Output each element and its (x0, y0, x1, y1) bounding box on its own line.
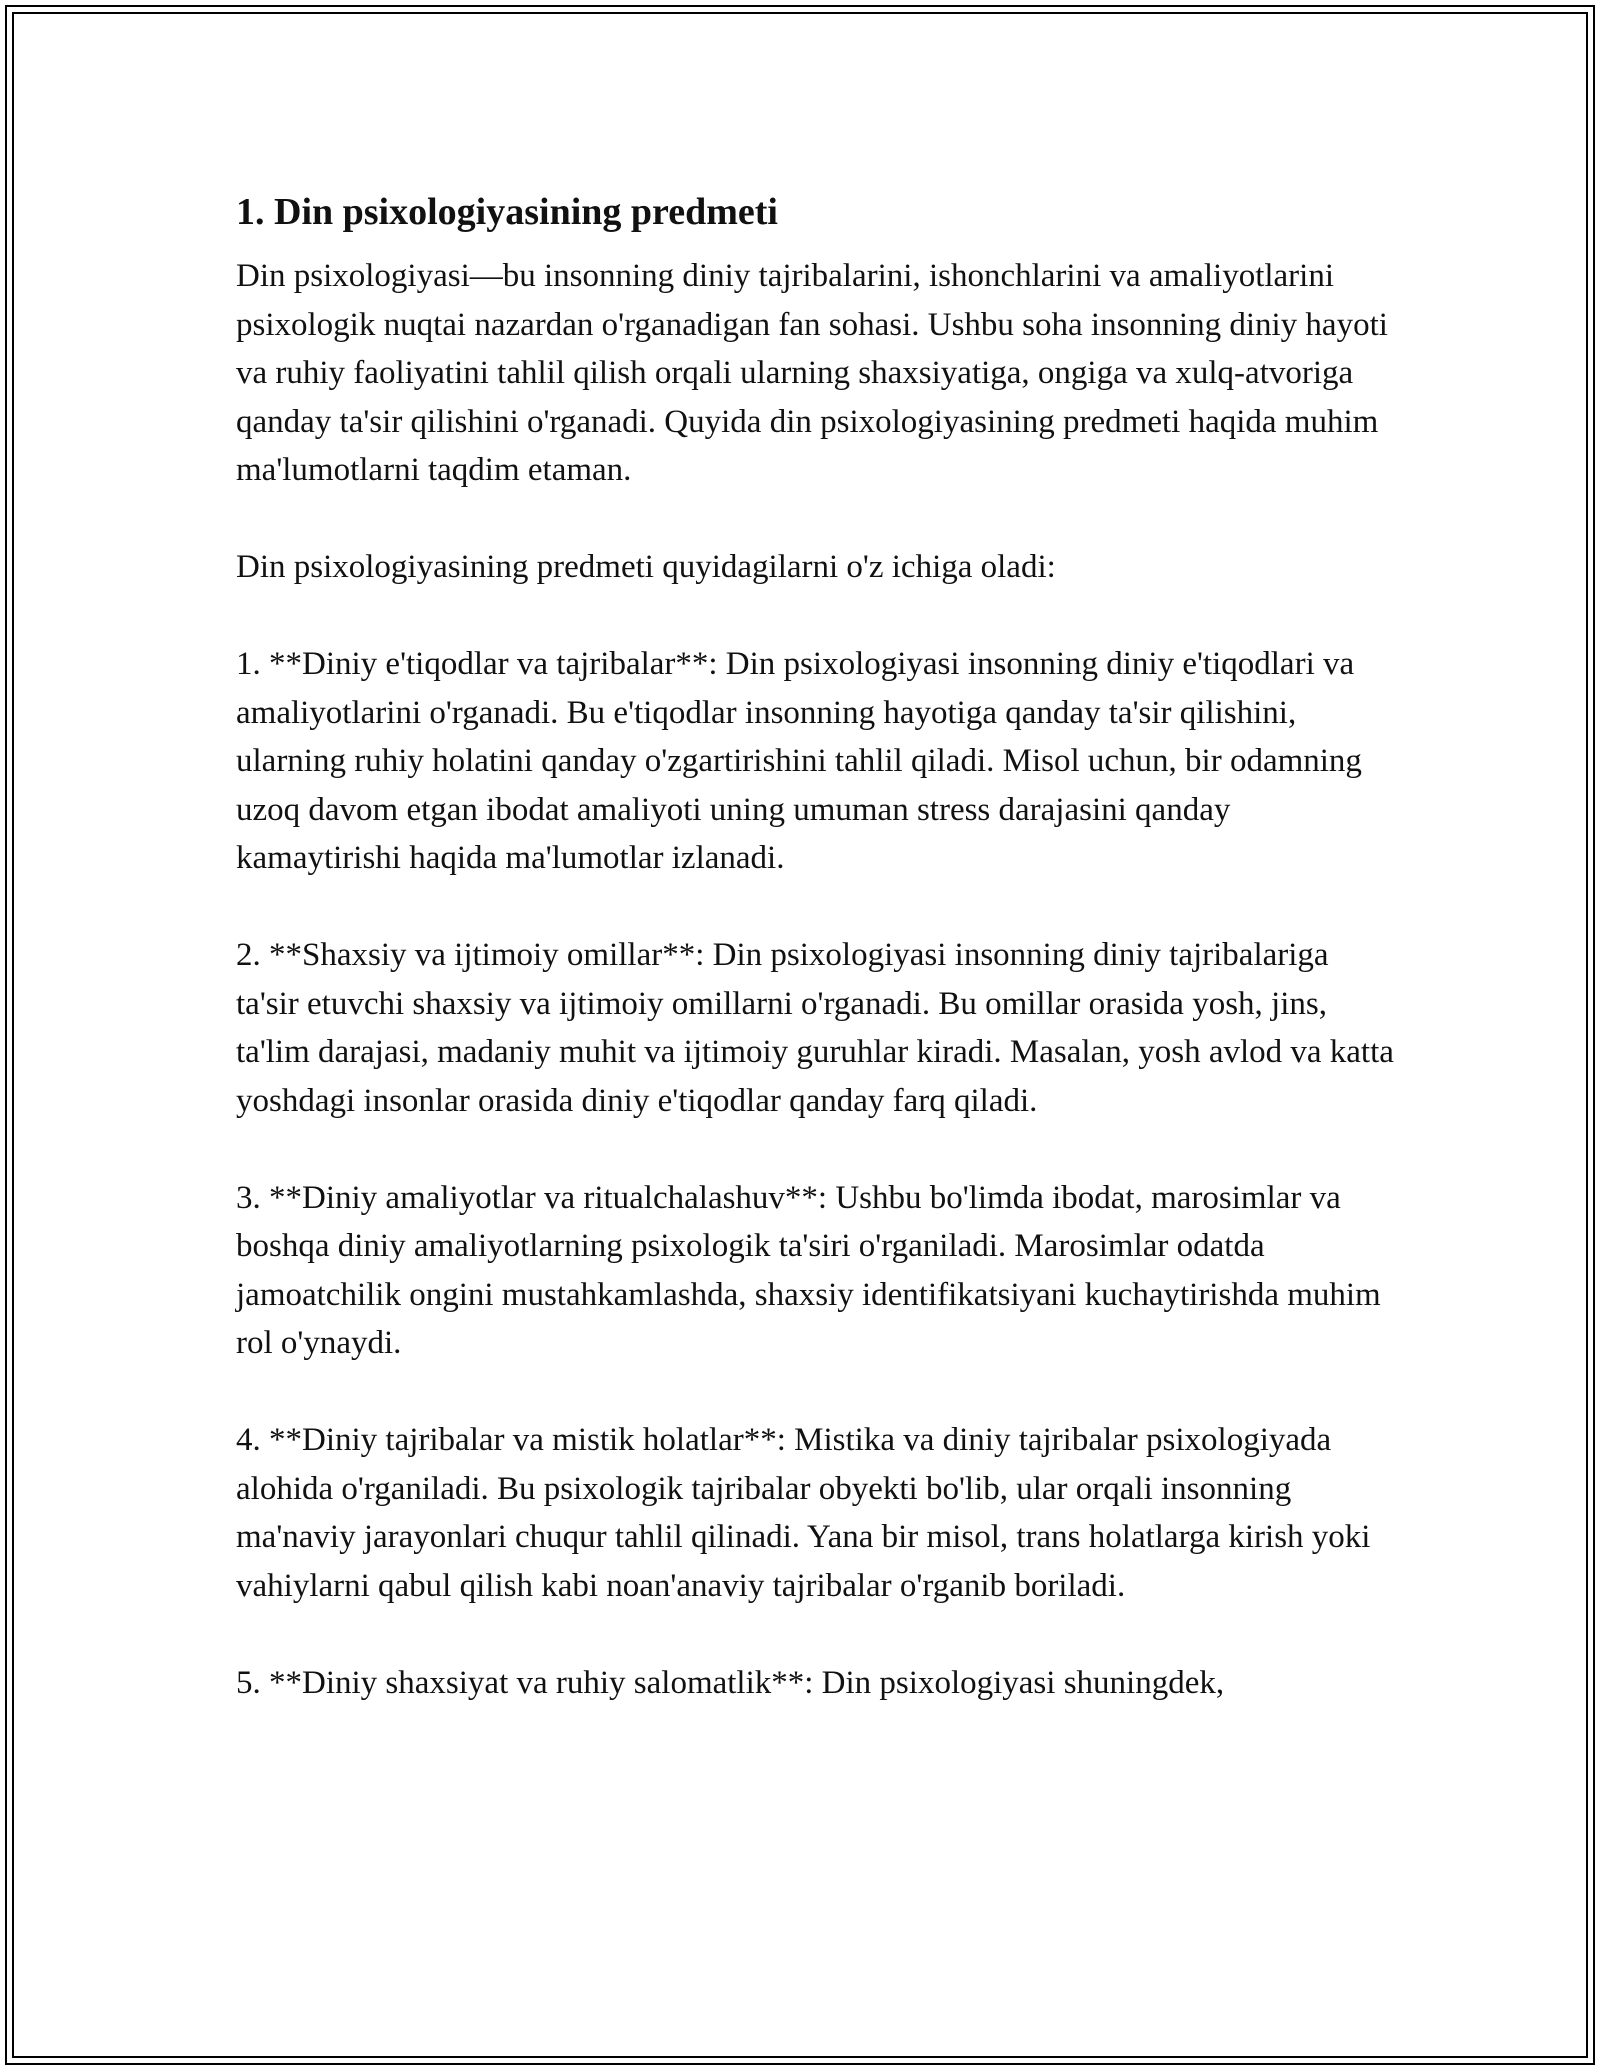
intro-paragraph: Din psixologiyasi—bu insonning diniy tajribalarini, ishonchlarini va amaliyotlarini psixologik nuqtai nazardan o'rganadigan fan sohasi. Ushbu soha insonning diniy hayoti va ruhiy faoliyatini tahlil qilish orqali ularning shaxsiyatiga, ongiga va xulq-atvoriga qanday ta'sir qilishini o'rganadi. Quyida din psixologiyasining predmeti haqida muhim ma'lumotlarni taqdim etaman. (236, 258, 1388, 488)
page-title: 1. Din psixologiyasining predmeti (236, 191, 778, 233)
list-item-2: 2. **Shaxsiy va ijtimoiy omillar**: Din psixologiyasi insonning diniy tajribalariga ta'sir etuvchi shaxsiy va ijtimoiy omillarni o'rganadi. Bu omillar orasida yosh, jins, ta'lim darajasi, madaniy muhit va ijtimoiy guruhlar kiradi. Masalan, yosh avlod va katta yoshdagi insonlar orasida diniy e'tiqodlar qanday farq qiladi. (236, 937, 1394, 1119)
document-body (236, 184, 1396, 1756)
list-item-1: 1. **Diniy e'tiqodlar va tajribalar**: Din psixologiyasi insonning diniy e'tiqodlari va amaliyotlarini o'rganadi. Bu e'tiqodlar insonning hayotiga qanday ta'sir qilishini, ularning ruhiy holatini qanday o'zgartirishini tahlil qiladi. Misol uchun, bir odamning uzoq davom etgan ibodat amaliyoti uning umuman stress darajasini qanday kamaytirishi haqida ma'lumotlar izlanadi. (236, 646, 1362, 876)
list-item-4: 4. **Diniy tajribalar va mistik holatlar**: Mistika va diniy tajribalar psixologiyada alohida o'rganiladi. Bu psixologik tajribalar obyekti bo'lib, ular orqali insonning ma'naviy jarayonlari chuqur tahlil qilinadi. Yana bir misol, trans holatlarga kirish yoki vahiylarni qabul qilish kabi noan'anaviy tajribalar o'rganib boriladi. (236, 1422, 1371, 1604)
list-item-5: 5. **Diniy shaxsiyat va ruhiy salomatlik**: Din psixologiyasi shuningdek, (236, 1664, 1225, 1701)
list-item-3: 3. **Diniy amaliyotlar va ritualchalashuv**: Ushbu bo'limda ibodat, marosimlar va boshqa diniy amaliyotlarning psixologik ta'siri o'rganiladi. Marosimlar odatda jamoatchilik ongini mustahkamlashda, shaxsiy identifikatsiyani kuchaytirishda muhim rol o'ynaydi. (236, 1179, 1381, 1361)
list-intro-paragraph: Din psixologiyasining predmeti quyidagilarni o'z ichiga oladi: (236, 549, 1056, 585)
